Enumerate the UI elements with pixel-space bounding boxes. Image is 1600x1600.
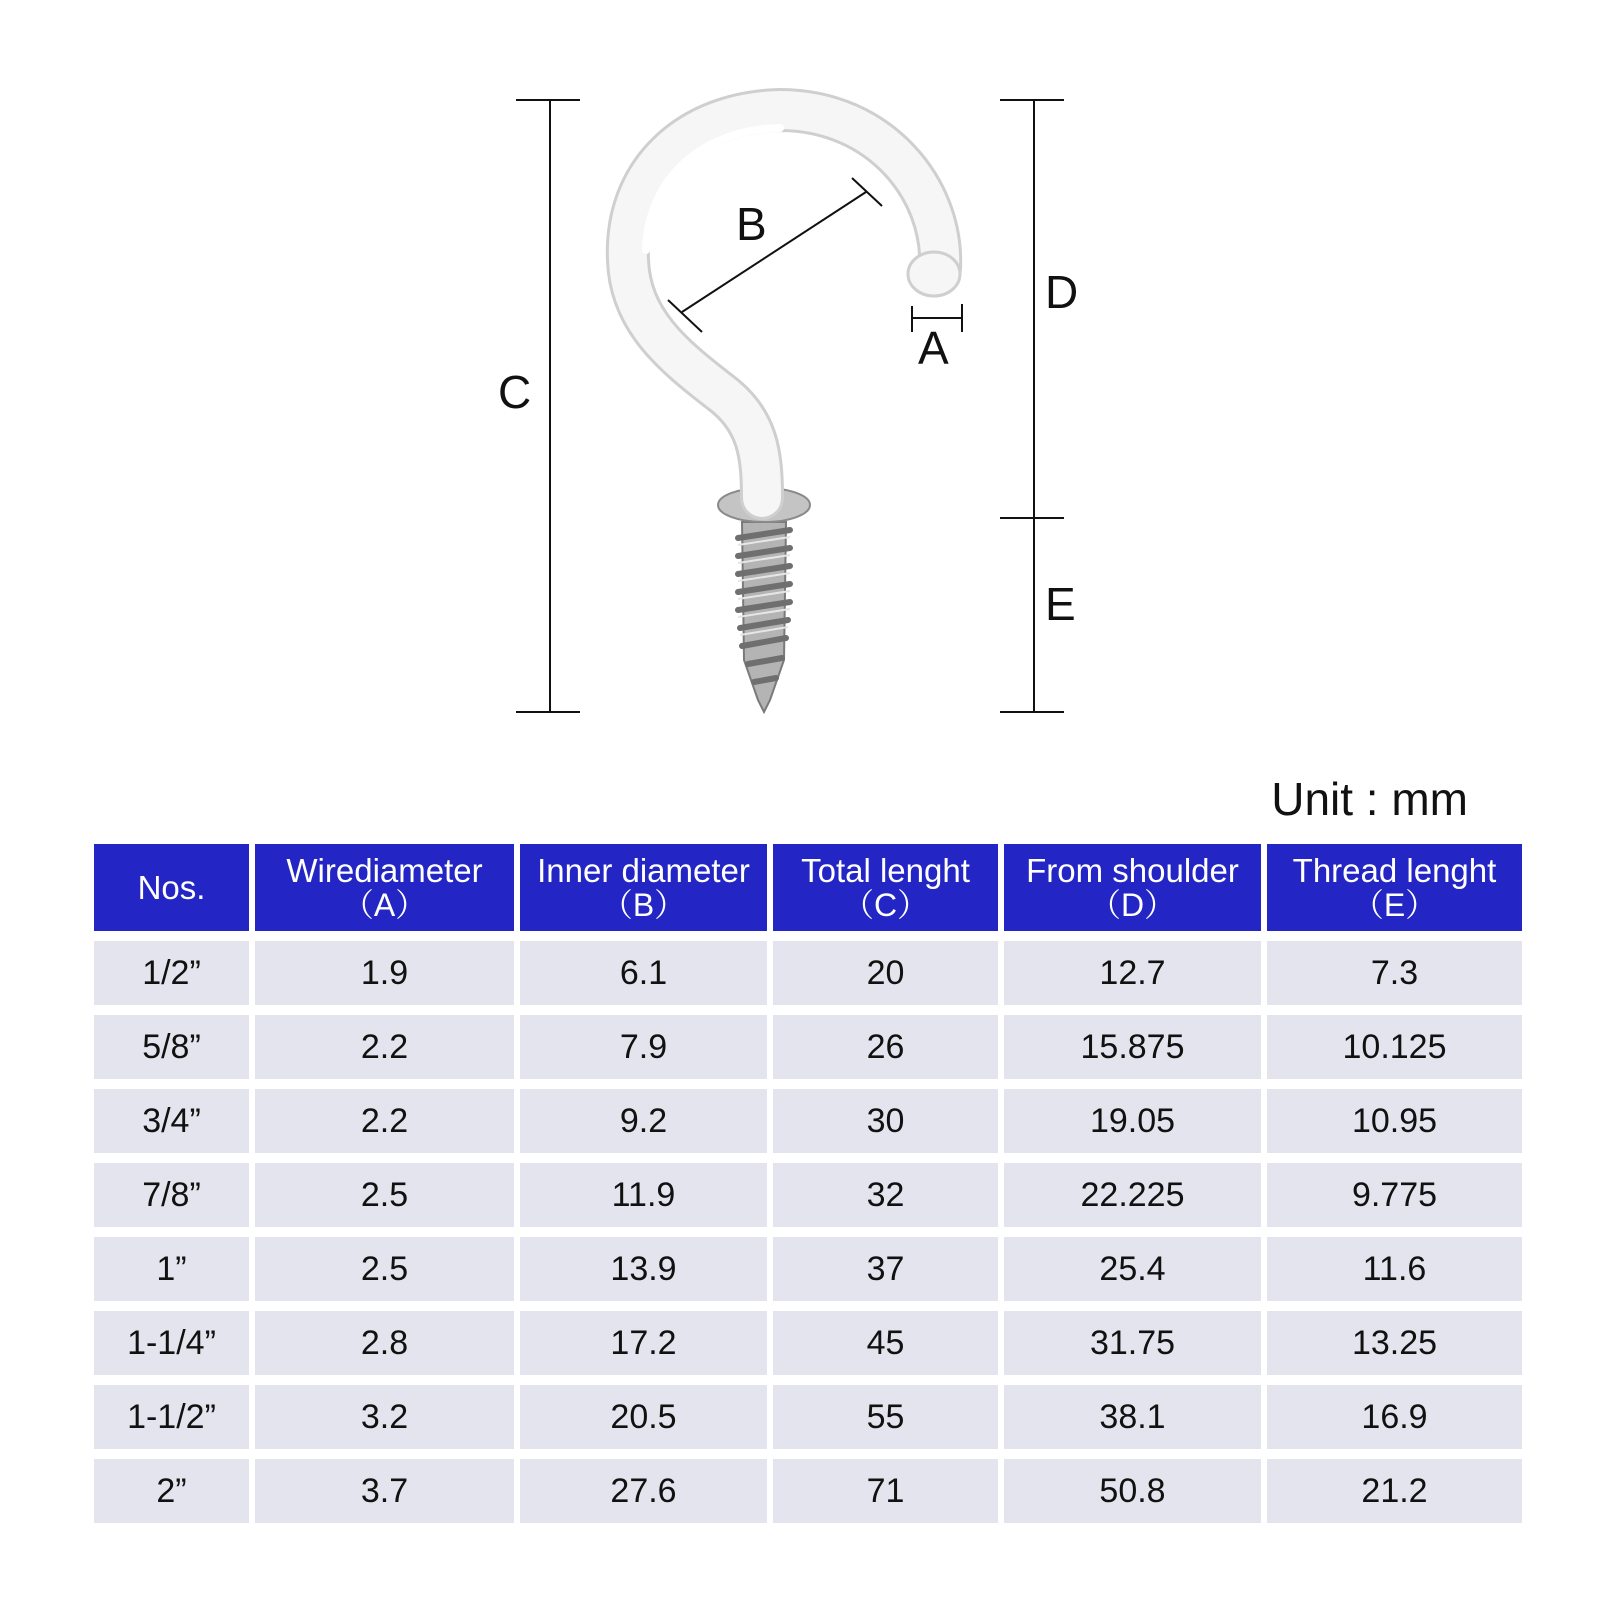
table-row	[94, 1089, 1522, 1153]
column-header-symbol: （B）	[600, 886, 687, 923]
table-cell: 6.1	[520, 941, 767, 1005]
table-cell: 2.2	[255, 1089, 514, 1153]
table-cell: 10.125	[1267, 1015, 1522, 1079]
table-header-row	[94, 844, 1522, 931]
column-header	[94, 844, 249, 931]
table-cell: 19.05	[1004, 1089, 1261, 1153]
column-header	[255, 844, 514, 931]
column-header-symbol: （D）	[1088, 886, 1177, 923]
column-header	[520, 844, 767, 931]
table-cell: 3.2	[255, 1385, 514, 1449]
table-row	[94, 1015, 1522, 1079]
table-cell: 7/8”	[94, 1163, 249, 1227]
table-row	[94, 1237, 1522, 1301]
table-cell: 3.7	[255, 1459, 514, 1523]
table-row	[94, 1163, 1522, 1227]
table-cell: 9.2	[520, 1089, 767, 1153]
table-cell: 7.9	[520, 1015, 767, 1079]
column-header-label: Thread lenght	[1292, 851, 1497, 889]
table-cell: 2.5	[255, 1163, 514, 1227]
label-b: B	[736, 198, 767, 250]
table-row	[94, 1385, 1522, 1449]
table-cell: 17.2	[520, 1311, 767, 1375]
table-row	[94, 1459, 1522, 1523]
table-cell: 20	[773, 941, 998, 1005]
table-cell: 7.3	[1267, 941, 1522, 1005]
column-header-symbol: （C）	[841, 886, 930, 923]
dimension-b-line	[668, 178, 882, 332]
table-cell: 30	[773, 1089, 998, 1153]
table-cell: 71	[773, 1459, 998, 1523]
table-cell: 2.5	[255, 1237, 514, 1301]
table-cell: 38.1	[1004, 1385, 1261, 1449]
label-e: E	[1045, 578, 1076, 630]
column-header	[1267, 844, 1522, 931]
table-cell: 2.8	[255, 1311, 514, 1375]
table-cell: 10.95	[1267, 1089, 1522, 1153]
column-header-label: From shoulder	[1026, 851, 1239, 889]
table-cell: 11.6	[1267, 1237, 1522, 1301]
label-d: D	[1045, 266, 1079, 318]
screw-thread	[738, 522, 790, 712]
table-cell: 9.775	[1267, 1163, 1522, 1227]
table-cell: 15.875	[1004, 1015, 1261, 1079]
table-cell: 1-1/4”	[94, 1311, 249, 1375]
column-header-label: Nos.	[137, 868, 206, 906]
column-header	[773, 844, 998, 931]
table-cell: 20.5	[520, 1385, 767, 1449]
table-cell: 1”	[94, 1237, 249, 1301]
table-cell: 1/2”	[94, 941, 249, 1005]
table-cell: 50.8	[1004, 1459, 1261, 1523]
table-cell: 2.2	[255, 1015, 514, 1079]
table-cell: 11.9	[520, 1163, 767, 1227]
table-cell: 3/4”	[94, 1089, 249, 1153]
column-header-label: Wirediameter	[286, 851, 483, 889]
table-cell: 21.2	[1267, 1459, 1522, 1523]
table-cell: 16.9	[1267, 1385, 1522, 1449]
table-cell: 37	[773, 1237, 998, 1301]
column-header-symbol: （A）	[341, 886, 428, 923]
table-cell: 25.4	[1004, 1237, 1261, 1301]
label-a: A	[918, 322, 949, 374]
table-cell: 31.75	[1004, 1311, 1261, 1375]
table-row	[94, 941, 1522, 1005]
size-spec-table	[88, 834, 1528, 1533]
table-cell: 2”	[94, 1459, 249, 1523]
table-body	[94, 941, 1522, 1523]
table-cell: 12.7	[1004, 941, 1261, 1005]
column-header-label: Inner diameter	[537, 851, 750, 889]
table-row	[94, 1311, 1522, 1375]
table-cell: 22.225	[1004, 1163, 1261, 1227]
unit-label: Unit : mm	[1271, 773, 1468, 825]
table-cell: 55	[773, 1385, 998, 1449]
table-cell: 45	[773, 1311, 998, 1375]
column-header-label: Total lenght	[801, 851, 970, 889]
table-cell: 5/8”	[94, 1015, 249, 1079]
hook-tip	[908, 252, 960, 296]
table-cell: 1-1/2”	[94, 1385, 249, 1449]
table-cell: 13.25	[1267, 1311, 1522, 1375]
column-header-symbol: （E）	[1351, 886, 1438, 923]
table-cell: 26	[773, 1015, 998, 1079]
table-cell: 27.6	[520, 1459, 767, 1523]
table-cell: 32	[773, 1163, 998, 1227]
cup-hook-dimension-diagram	[0, 0, 1600, 760]
table-cell: 1.9	[255, 941, 514, 1005]
column-header	[1004, 844, 1261, 931]
label-c: C	[498, 366, 532, 418]
table-cell: 13.9	[520, 1237, 767, 1301]
